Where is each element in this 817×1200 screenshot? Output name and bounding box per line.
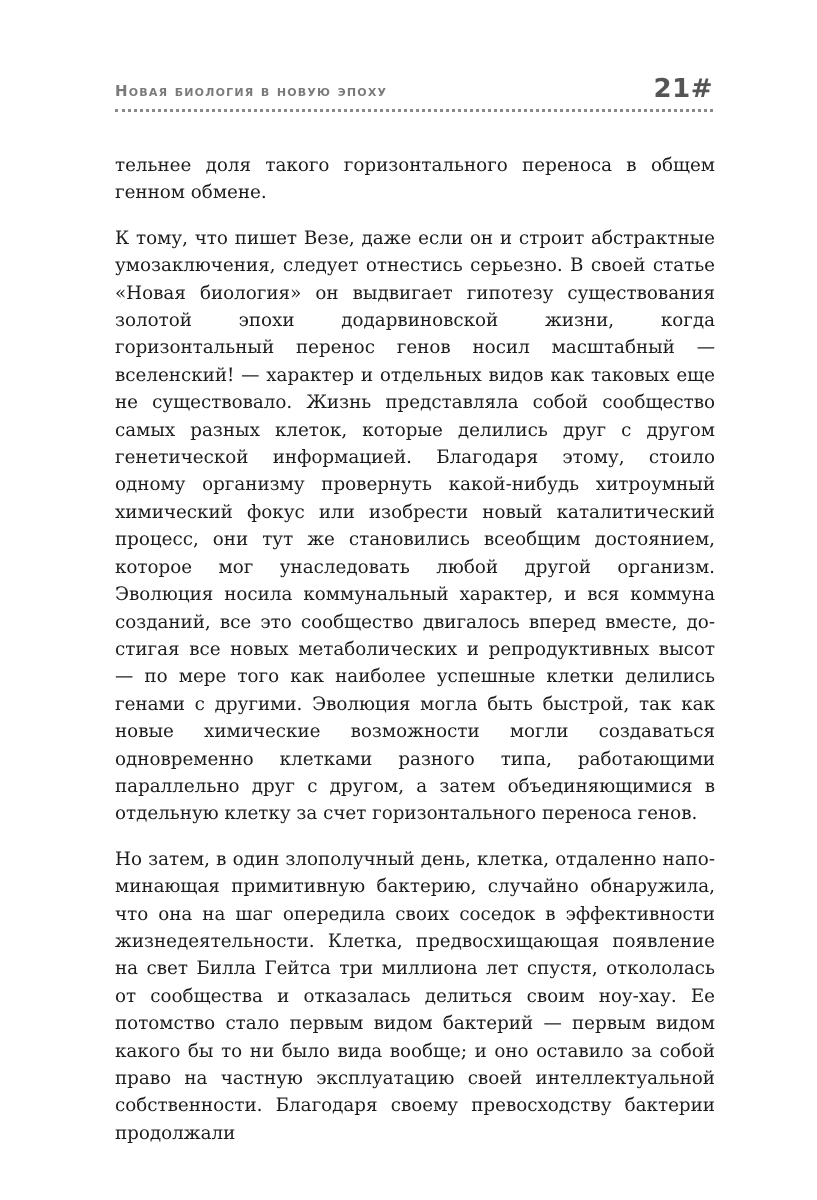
running-head-title: Новая биология в новую эпоху <box>115 82 388 100</box>
paragraph-2: К тому, что пишет Везе, даже если он и строит абстрактные умозаключения, следует отнестись серьезно. В своей статье «Новая биология» он выдвигает гипотезу существования золотой эпохи додарвиновской жизни, когда горизонтальный перенос генов носил масштабный — вселенский! — характер и отдельных видов как таковых еще не существовало. Жизнь представляла собой сообщество самых разных клеток, которые делились друг с другом генетической информацией. Благодаря этому, стоило одному организму провернуть какой-нибудь хитроумный химический фокус или изобрести новый каталитический процесс, они тут же становились всеобщим достоянием, которое мог унаследовать любой другой организм. Эволюция носила коммунальный характер, и вся коммуна созданий, все это сообщество двигалось вперед вместе, достигая все новых метаболических и репродуктивных высот — по мере того как наиболее успешные клетки делились генами с другими. Эволюция могла быть быстрой, так как новые химические возможности могли создаваться одновременно клетками разного типа, работающими параллельно друг с другом, а затем объединяющимися в отдельную клетку за счет горизонтального переноса генов. <box>115 227 715 825</box>
paragraph-1: тельнее доля такого горизонтального переноса в общем генном обмене. <box>115 155 715 204</box>
running-head <box>115 68 713 112</box>
body-text <box>115 152 715 1165</box>
header-dotted-divider <box>115 109 713 112</box>
page-number: 21# <box>653 74 713 104</box>
paragraph-3: Но затем, в один злополучный день, клетка, отдаленно напоминающая примитивную бактерию, случайно обнаружила, что она на шаг опередила своих соседок в эффективности жизнедеятельности. Клетка, предвосхищающая появление на свет Билла Гейтса три миллиона лет спустя, откололась от сообщества и отказалась делиться своим ноу-хау. Ее потомство стало первым видом бактерий — первым видом какого бы то ни было вида вообще; и оно оставило за собой право на частную эксплуатацию своей интеллектуальной собственности. Благодаря своему превосходству бактерии продолжали <box>115 848 715 1144</box>
